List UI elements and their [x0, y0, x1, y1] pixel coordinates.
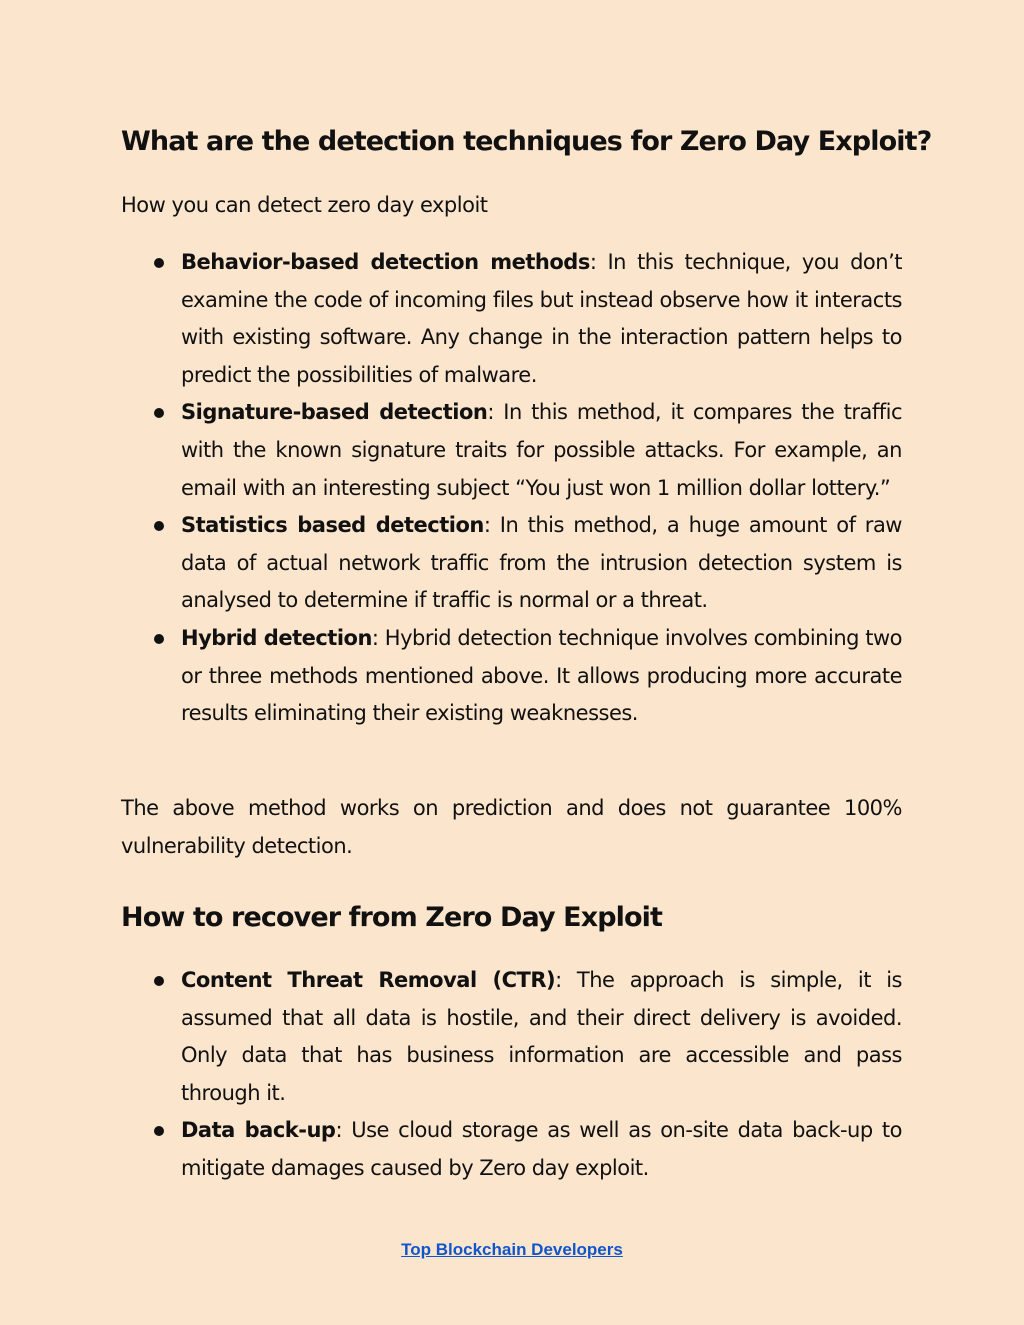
list-item [121, 1112, 902, 1187]
list-item [121, 962, 902, 1112]
bullet-icon [154, 634, 164, 644]
list-item [121, 394, 902, 507]
list-item-text: : Use cloud storage as well as on-site data back-up to mitigate damages caused by Zero day exploit. [181, 1118, 902, 1180]
list-item-term: Statistics based detection [181, 513, 484, 538]
list-item-term: Signature-based detection [181, 400, 488, 425]
list-item-term: Behavior-based detection methods [181, 250, 590, 274]
list-item [121, 620, 902, 733]
list-item-term: Data back-up [181, 1118, 336, 1143]
list-item-text: : In this technique, you don’t examine the code of incoming files but instead observe how it interacts with existing software. Any change in the interaction pattern helps to predict the possibilities of malware. [181, 250, 902, 387]
list-item-text: : In this method, a huge amount of raw data of actual network traffic from the intrusion detection system is analysed to determine if traffic is normal or a threat. [181, 513, 902, 613]
recovery-list [121, 962, 902, 1188]
closing-paragraph: The above method works on prediction and does not guarantee 100% vulnerability detection. [121, 796, 902, 858]
list-item-text: : Hybrid detection technique involves combining two or three methods mentioned above. It allows producing more accurate results eliminating their existing weaknesses. [181, 625, 902, 726]
bullet-icon [154, 521, 164, 531]
list-item-text: : The approach is simple, it is assumed that all data is hostile, and their direct delivery is avoided. Only data that has business information are accessible and pass through it. [181, 968, 902, 1105]
bullet-icon [154, 1126, 164, 1136]
section-heading-detection: What are the detection techniques for Zero Day Exploit? [121, 126, 932, 157]
bullet-icon [154, 408, 164, 418]
detection-list [121, 244, 902, 733]
bullet-icon [154, 258, 164, 268]
list-item [121, 244, 902, 394]
footer-link[interactable]: Top Blockchain Developers [401, 1240, 623, 1259]
list-item-term: Content Threat Removal (CTR) [181, 968, 556, 992]
bullet-icon [154, 976, 164, 986]
list-item [121, 507, 902, 620]
list-item-term: Hybrid detection [181, 625, 372, 650]
list-item-text: : In this method, it compares the traffic with the known signature traits for possible attacks. For example, an email with an interesting subject “You just won 1 million dollar lottery.” [181, 400, 903, 500]
section-heading-recover: How to recover from Zero Day Exploit [121, 902, 663, 933]
intro-text: How you can detect zero day exploit [121, 193, 488, 217]
